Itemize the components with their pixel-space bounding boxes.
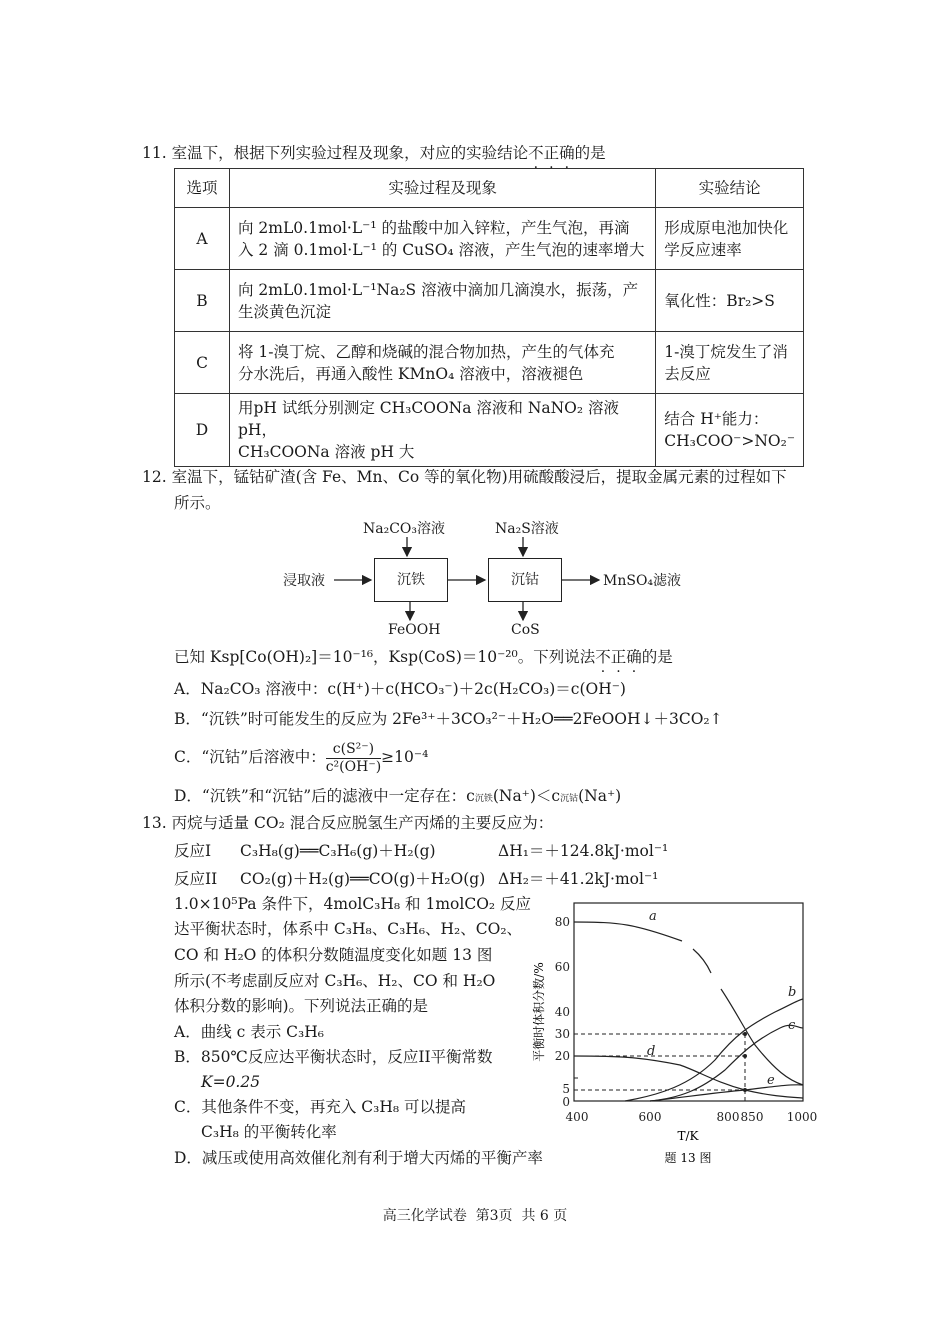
conclusion-line: 1-溴丁烷发生了消 bbox=[664, 342, 788, 361]
process-line: CH₃COONa 溶液 pH 大 bbox=[238, 443, 415, 461]
y-axis-label: 平衡时体积分数/% bbox=[532, 962, 546, 1062]
y-tick: 0 bbox=[562, 1095, 570, 1109]
y-tick: 60 bbox=[554, 960, 570, 974]
curve-a bbox=[721, 989, 803, 1085]
process-line: 向 2mL0.1mol·L⁻¹ 的盐酸中加入锌粒，产生气泡，再滴 bbox=[238, 218, 630, 237]
flow-arrows bbox=[270, 512, 690, 644]
process-line: 用pH 试纸分别测定 CH₃COONa 溶液和 NaNO₂ 溶液 pH， bbox=[238, 399, 620, 439]
reaction-enthalpy: ΔH₂＝＋41.2kJ·mol⁻¹ bbox=[498, 870, 659, 888]
y-tick: 40 bbox=[554, 1005, 570, 1019]
option-c-prefix: C．“沉钴”后溶液中： bbox=[174, 748, 326, 766]
x-tick: 400 bbox=[565, 1110, 589, 1124]
process-cell bbox=[230, 332, 656, 394]
y-tick: 80 bbox=[554, 915, 570, 929]
q13-desc-line: 体积分数的影响)。下列说法正确的是 bbox=[174, 997, 429, 1015]
reaction-enthalpy: ΔH₁＝＋124.8kJ·mol⁻¹ bbox=[498, 842, 669, 860]
conclusion-line: 学反应速率 bbox=[664, 240, 742, 259]
table-row bbox=[175, 332, 804, 394]
q11-stem-suffix: 的是 bbox=[574, 144, 606, 162]
curve-label-c: c bbox=[788, 1018, 796, 1033]
box-label: 沉钴 bbox=[511, 572, 539, 588]
subscript: 沉铁 bbox=[474, 794, 493, 804]
emphasis-char: 不 bbox=[595, 648, 611, 666]
emphasis-char: 确 bbox=[559, 144, 575, 162]
subscript: 沉钴 bbox=[560, 794, 579, 804]
conclusion-line: 形成原电池加快化 bbox=[664, 218, 789, 237]
x-tick: 850 bbox=[740, 1110, 764, 1124]
q11-table bbox=[174, 168, 804, 467]
page-footer: 高三化学试卷 第3页 共 6 页 bbox=[382, 1208, 568, 1224]
curve-label-d: d bbox=[647, 1044, 656, 1059]
q13-option-a: A．曲线 c 表示 C₃H₆ bbox=[174, 1023, 324, 1041]
process-cell bbox=[230, 208, 656, 270]
q13-option-c-line2: C₃H₈ 的平衡转化率 bbox=[201, 1123, 337, 1141]
table-row bbox=[175, 208, 804, 270]
process-flow-diagram bbox=[270, 512, 690, 644]
x-tick: 600 bbox=[638, 1110, 662, 1124]
process-cell bbox=[230, 270, 656, 332]
product-cos: CoS bbox=[511, 622, 540, 638]
reaction-label: 反应I bbox=[174, 842, 212, 860]
reaction-label: 反应II bbox=[174, 870, 218, 888]
option-label: C bbox=[175, 332, 230, 394]
ksp-suffix: 的是 bbox=[641, 648, 673, 666]
reaction-equation: C₃H₈(g)══C₃H₆(g)＋H₂(g) bbox=[240, 842, 436, 860]
y-tick: 20 bbox=[554, 1049, 570, 1063]
q12-stem-line1: 12. 室温下，锰钴矿渣(含 Fe、Mn、Co 等的氧化物)用硫酸酸浸后，提取金属元素的过程如下 bbox=[142, 468, 787, 486]
q12-option-d bbox=[174, 785, 621, 810]
conclusion-cell bbox=[656, 270, 804, 332]
option-c-suffix: ≥10⁻⁴ bbox=[381, 748, 429, 766]
fraction-denominator: c²(OH⁻) bbox=[325, 758, 382, 775]
option-label: A bbox=[175, 208, 230, 270]
reaction-equation: CO₂(g)＋H₂(g)══CO(g)＋H₂O(g) bbox=[240, 870, 486, 888]
x-tick: 1000 bbox=[786, 1110, 818, 1124]
chart-canvas bbox=[530, 900, 820, 1170]
table-row bbox=[175, 270, 804, 332]
q13-option-d: D．减压或使用高效催化剂有利于增大丙烯的平衡产率 bbox=[174, 1149, 543, 1167]
option-d-mid: (Na⁺)＜c bbox=[492, 787, 561, 805]
option-label: D bbox=[175, 394, 230, 467]
conclusion-line: CH₃COO⁻>NO₂⁻ bbox=[664, 432, 795, 450]
fraction bbox=[326, 741, 381, 776]
q12-option-c bbox=[174, 738, 428, 776]
conclusion-line: 去反应 bbox=[664, 364, 711, 383]
process-cell bbox=[230, 394, 656, 467]
conclusion-line: 氧化性：Br₂>S bbox=[664, 291, 775, 310]
box-label: 沉铁 bbox=[397, 572, 425, 588]
reagent-na2co3: Na₂CO₃溶液 bbox=[363, 521, 446, 537]
ksp-text: 已知 Ksp[Co(OH)₂]＝10⁻¹⁶，Ksp(CoS)＝10⁻²⁰。下列说法 bbox=[174, 648, 596, 666]
q13-stem: 13. 丙烷与适量 CO₂ 混合反应脱氢生产丙烯的主要反应为： bbox=[142, 814, 554, 832]
x-tick: 800 bbox=[716, 1110, 740, 1124]
table-header-row bbox=[175, 169, 804, 208]
emphasis-char: 正 bbox=[543, 144, 560, 162]
y-tick: 5 bbox=[562, 1082, 570, 1096]
q13-desc-line: 达平衡状态时，体系中 C₃H₈、C₃H₆、H₂、CO₂、 bbox=[174, 920, 523, 938]
fraction-numerator: c(S²⁻) bbox=[326, 741, 381, 759]
header-conclusion: 实验结论 bbox=[656, 169, 804, 208]
emphasis-char: 正 bbox=[610, 648, 627, 666]
conclusion-line: 结合 H⁺能力： bbox=[664, 410, 769, 428]
option-d-suffix: (Na⁺) bbox=[578, 787, 622, 805]
process-line: 入 2 滴 0.1mol·L⁻¹ 的 CuSO₄ 溶液，产生气泡的速率增大 bbox=[238, 240, 645, 259]
reaction-1 bbox=[174, 840, 668, 862]
curve-a bbox=[574, 922, 682, 941]
q13-desc-line: 所示(不考虑副反应对 C₃H₆、H₂、CO 和 H₂O bbox=[174, 972, 496, 990]
reagent-na2s: Na₂S溶液 bbox=[495, 521, 559, 537]
q12-option-a: A．Na₂CO₃ 溶液中：c(H⁺)＋c(HCO₃⁻)＋2c(H₂CO₃)＝c(OH⁻) bbox=[174, 680, 626, 698]
q13-option-c-line1: C．其他条件不变，再充入 C₃H₈ 可以提高 bbox=[174, 1098, 467, 1116]
reaction-2 bbox=[174, 868, 658, 890]
q13-option-b-line1: B．850℃反应达平衡状态时，反应II平衡常数 bbox=[174, 1048, 493, 1066]
q11-stem-prefix: 11. 室温下，根据下列实验过程及现象，对应的实验结论 bbox=[142, 144, 529, 162]
curve-label-e: e bbox=[767, 1073, 775, 1088]
curve-e bbox=[650, 1085, 803, 1101]
q13-desc-line: CO 和 H₂O 的体积分数随温度变化如题 13 图 bbox=[174, 946, 493, 964]
curve-label-a: a bbox=[649, 909, 657, 924]
conclusion-cell bbox=[656, 394, 804, 467]
conclusion-cell bbox=[656, 332, 804, 394]
process-line: 向 2mL0.1mol·L⁻¹Na₂S 溶液中滴加几滴溴水，振荡，产 bbox=[238, 280, 639, 299]
y-tick: 30 bbox=[554, 1027, 570, 1041]
q12-known-ksp bbox=[174, 646, 673, 668]
output-mnso4-filtrate: MnSO₄滤液 bbox=[603, 573, 682, 589]
header-option: 选项 bbox=[175, 169, 230, 208]
equilibrium-chart bbox=[530, 900, 820, 1170]
header-process: 实验过程及现象 bbox=[230, 169, 656, 208]
emphasis-char: 不 bbox=[528, 144, 544, 162]
option-d-prefix: D．“沉铁”和“沉钴”后的滤液中一定存在：c bbox=[174, 787, 475, 805]
q11-stem bbox=[142, 142, 606, 164]
curve-label-b: b bbox=[788, 985, 797, 1000]
emphasis-char: 确 bbox=[626, 648, 642, 666]
option-label: B bbox=[175, 270, 230, 332]
curve-a bbox=[693, 949, 711, 973]
q12-stem-line2: 所示。 bbox=[174, 494, 221, 512]
chart-caption: 题 13 图 bbox=[664, 1151, 712, 1165]
q13-option-b-line2: K=0.25 bbox=[201, 1073, 261, 1091]
process-line: 将 1-溴丁烷、乙醇和烧碱的混合物加热，产生的气体充 bbox=[238, 342, 615, 361]
x-axis-label: T/K bbox=[677, 1129, 699, 1143]
input-leach-liquor: 浸取液 bbox=[283, 573, 325, 589]
product-feooh: FeOOH bbox=[388, 622, 441, 638]
process-line: 分水洗后，再通入酸性 KMnO₄ 溶液中，溶液褪色 bbox=[238, 364, 584, 383]
q12-option-b: B．“沉铁”时可能发生的反应为 2Fe³⁺＋3CO₃²⁻＋H₂O══2FeOOH↓＋3CO₂↑ bbox=[174, 710, 723, 728]
conclusion-cell bbox=[656, 208, 804, 270]
q13-desc-line: 1.0×10⁵Pa 条件下，4molC₃H₈ 和 1molCO₂ 反应 bbox=[174, 895, 532, 913]
process-line: 生淡黄色沉淀 bbox=[238, 302, 332, 321]
table-row bbox=[175, 394, 804, 467]
